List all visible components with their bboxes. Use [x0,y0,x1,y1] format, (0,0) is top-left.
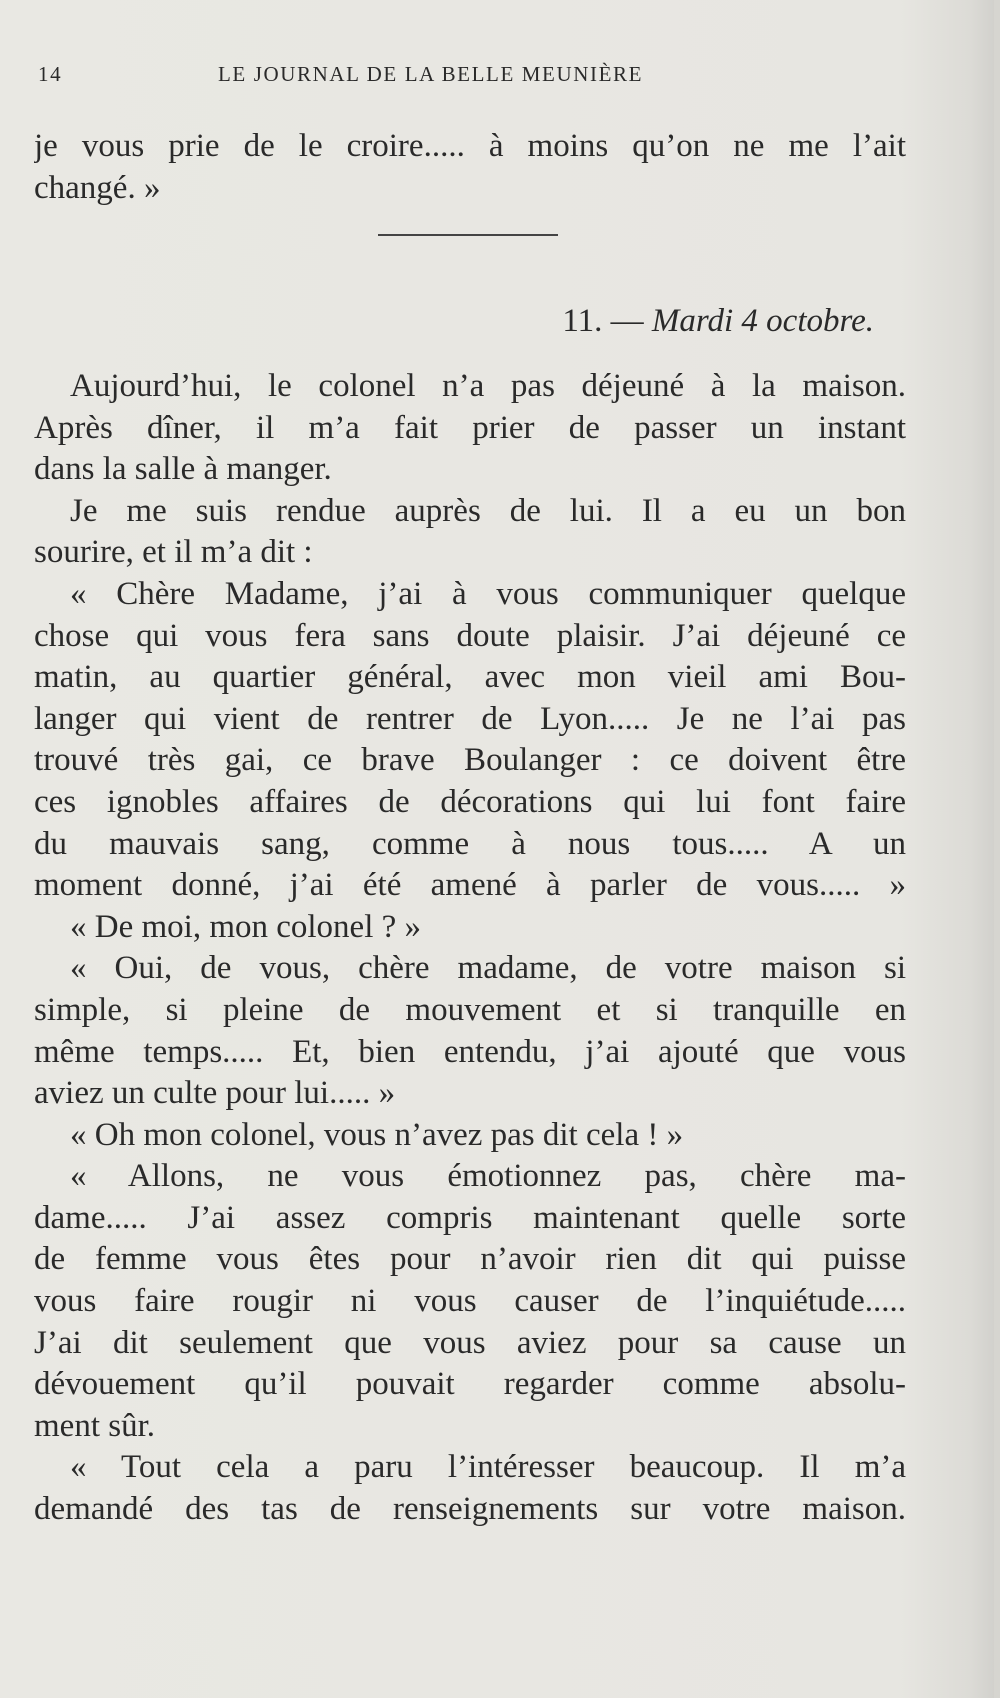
text-line: de femme vous êtes pour n’avoir rien dit qui puisse [34,1241,906,1278]
running-title: LE JOURNAL DE LA BELLE MEUNIÈRE [218,62,644,86]
text-line: dame..... J’ai assez compris maintenant quelle sorte [34,1199,906,1236]
text-line: Je me suis rendue auprès de lui. Il a eu un bon [70,492,906,529]
text-line: « Tout cela a paru l’intéresser beaucoup. Il m’a [70,1449,906,1486]
text-line: J’ai dit seulement que vous aviez pour sa cause un [34,1324,906,1361]
text-line: Aujourd’hui, le colonel n’a pas déjeuné à la maison. [70,368,906,404]
text-line: sourire, et il m’a dit : [34,534,313,571]
text-line: « De moi, mon colonel ? » [70,908,422,945]
text-line: matin, au quartier général, avec mon vieil ami Bou- [34,659,906,696]
text-line: changé. » [34,169,161,206]
text-line: « Oui, de vous, chère madame, de votre maison si [70,950,906,987]
text-line: « Chère Madame, j’ai à vous communiquer quelque [70,575,906,612]
text-line: dans la salle à manger. [34,451,332,488]
text-line: ces ignobles affaires de décorations qui lui font faire [34,783,906,820]
text-line: dévouement qu’il pouvait regarder comme absolu- [34,1366,906,1403]
continuation-paragraph [34,126,906,209]
text-line: chose qui vous fera sans doute plaisir. J’ai déjeuné ce [34,617,906,654]
text-line: simple, si pleine de mouvement et si tranquille en [34,991,906,1028]
entry-number: 11. — [562,303,644,339]
text-line: vous faire rougir ni vous causer de l’inquiétude..... [34,1283,906,1320]
text-line: du mauvais sang, comme à nous tous..... A un [34,825,906,862]
entry-heading [34,303,874,340]
page-number: 14 [38,62,63,86]
entry-body [34,366,906,1531]
text-line: aviez un culte pour lui..... » [34,1075,396,1112]
text-line: langer qui vient de rentrer de Lyon..... Je ne l’ai pas [34,700,906,737]
text-line: moment donné, j’ai été amené à parler de vous..... » [34,867,906,904]
entry-date: Mardi 4 octobre. [651,303,874,339]
text-line: « Oh mon colonel, vous n’avez pas dit cela ! » [70,1116,684,1153]
text-line: je vous prie de le croire..... à moins qu’on ne me l’ait [34,128,906,164]
text-line: trouvé très gai, ce brave Boulanger : ce doivent être [34,742,906,779]
text-line: demandé des tas de renseignements sur votre maison. [34,1491,906,1528]
page-edge-shadow [994,0,1000,1698]
section-divider [378,234,558,236]
text-line: ment sûr. [34,1407,155,1444]
text-line: Après dîner, il m’a fait prier de passer un instant [34,409,906,446]
text-line: « Allons, ne vous émotionnez pas, chère ma- [70,1158,906,1195]
running-header [38,62,898,92]
text-line: même temps..... Et, bien entendu, j’ai ajouté que vous [34,1033,906,1070]
